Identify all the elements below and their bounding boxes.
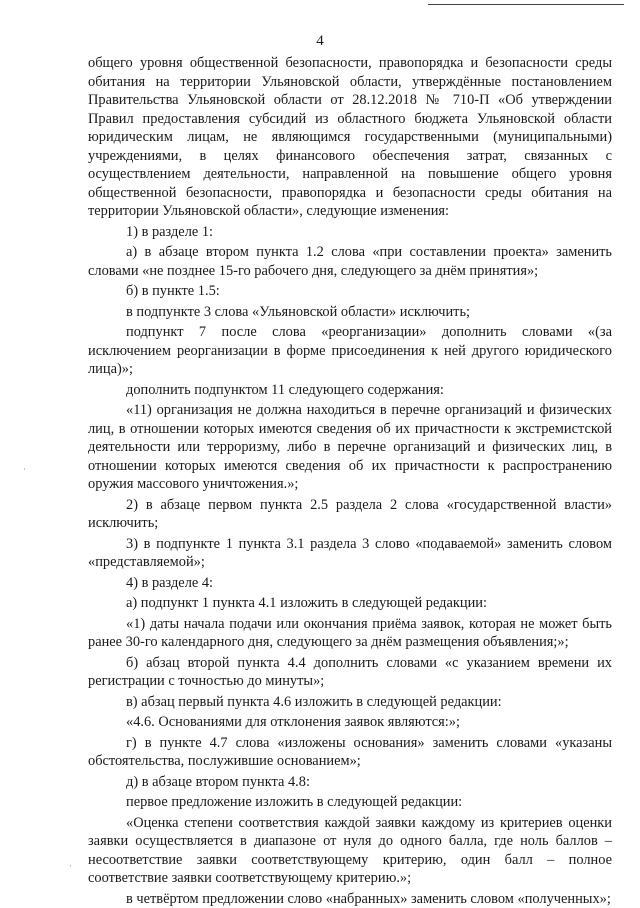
list-item: «Оценка степени соответствия каждой заявки каждому из критериев оценки заявки осуществляется в диапазоне от нуля до одного балла, где ноль баллов – несоответствие заявки соответствующему критерию, один балл – полное соответствие заявки соответствующему критерию.»; (88, 814, 612, 888)
list-item: в) абзац первый пункта 4.6 изложить в следующей редакции: (88, 693, 612, 712)
scan-dot: · (69, 858, 72, 877)
list-item: д) в абзаце втором пункта 4.8: (88, 773, 612, 792)
list-item: 2) в абзаце первом пункта 2.5 раздела 2 слова «государственной власти» исключить; (88, 496, 612, 533)
list-item: «1) даты начала подачи или окончания приёма заявок, которая не может быть ранее 30-го календарного дня, следующего за днём размещения объявления;»; (88, 615, 612, 652)
list-item: первое предложение изложить в следующей редакции: (88, 793, 612, 812)
list-item: 1) в разделе 1: (88, 223, 612, 242)
list-item: 3) в подпункте 1 пункта 3.1 раздела 3 слово «подаваемой» заменить словом «представляемой»; (88, 535, 612, 572)
scan-dot: · (23, 461, 26, 480)
intro-paragraph: общего уровня общественной безопасности, правопорядка и безопасности среды обитания на территории Ульяновской области, утверждённые постановлением Правительства Ульяновской области от 28.12.2018 № 710-П «Об утверждении Правил предоставления субсидий из областного бюджета Ульяновской области юридическим лицам, не являющимся государственными (муниципальными) учреждениями, в целях финансового обеспечения затрат, связанных с осуществлением деятельности, направленной на повышение общего уровня общественной безопасности, правопорядка и безопасности среды обитания на территории Ульяновской области», следующие изменения: (88, 54, 612, 221)
list-item: б) в пункте 1.5: (88, 282, 612, 301)
list-item: в четвёртом предложении слово «набранных» заменить словом «полученных»; (88, 890, 612, 908)
list-item: «4.6. Основаниями для отклонения заявок являются:»; (88, 713, 612, 732)
document-body (88, 54, 612, 908)
list-item: в подпункте 3 слова «Ульяновской области» исключить; (88, 303, 612, 322)
list-item: г) в пункте 4.7 слова «изложены основания» заменить словами «указаны обстоятельства, послужившие основанием»; (88, 734, 612, 771)
list-item: дополнить подпунктом 11 следующего содержания: (88, 381, 612, 400)
list-item: подпункт 7 после слова «реорганизации» дополнить словами «(за исключением реорганизации в форме присоединения к ней другого юридического лица)»; (88, 323, 612, 379)
list-item: а) подпункт 1 пункта 4.1 изложить в следующей редакции: (88, 594, 612, 613)
page-number: 4 (0, 32, 640, 51)
list-item: б) абзац второй пункта 4.4 дополнить словами «с указанием времени их регистрации с точностью до минуты»; (88, 654, 612, 691)
list-item: «11) организация не должна находиться в перечне организаций и физических лиц, в отношении которых имеются сведения об их причастности к экстремистской деятельности или терроризму, либо в перечне организаций и физических лиц, в отношении которых имеются сведения об их причастности к распространению оружия массового уничтожения.»; (88, 401, 612, 494)
header-rule (428, 4, 624, 5)
list-item: а) в абзаце втором пункта 1.2 слова «при составлении проекта» заменить словами «не позднее 15-го рабочего дня, следующего за днём принятия»; (88, 243, 612, 280)
list-item: 4) в разделе 4: (88, 574, 612, 593)
